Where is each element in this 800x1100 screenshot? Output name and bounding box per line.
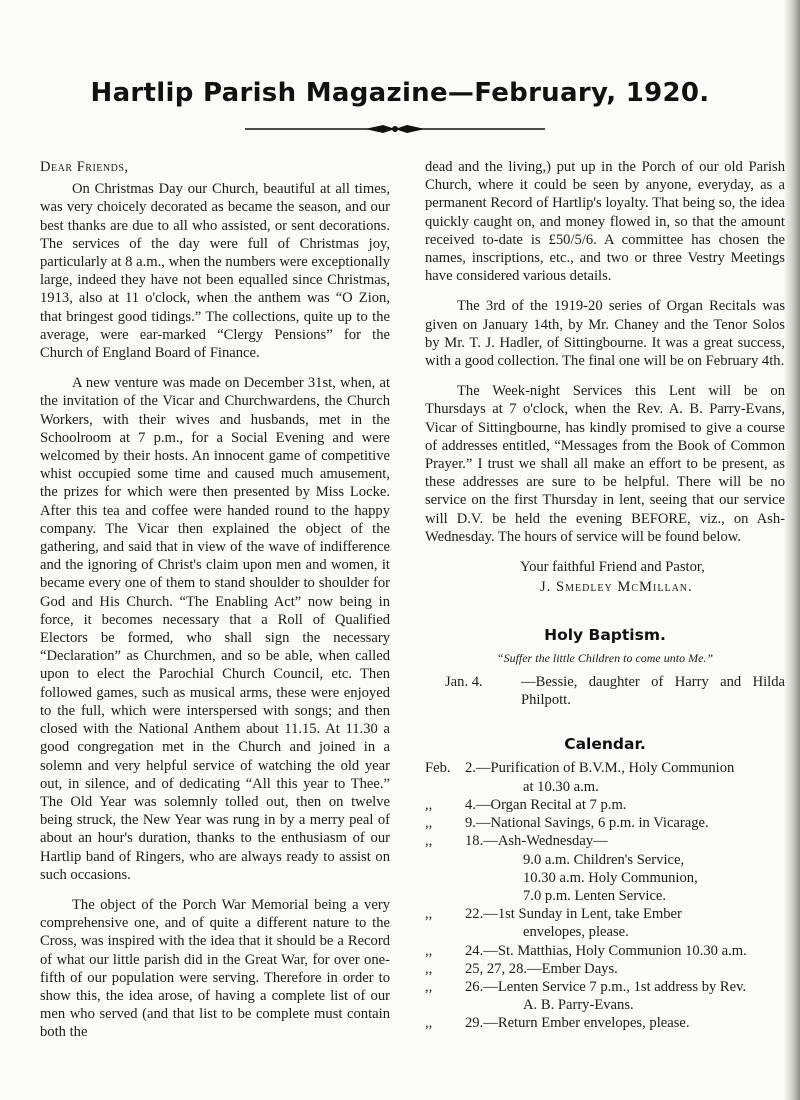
letter-salutation: Dear Friends, xyxy=(40,159,129,175)
letter-signature: J. Smedley McMillan. xyxy=(540,579,693,596)
calendar-item xyxy=(425,960,785,978)
calendar-item xyxy=(425,832,785,905)
calendar-month: ,, xyxy=(425,942,433,959)
baptism-entry xyxy=(425,673,785,709)
calendar-text: 22.—1st Sunday in Lent, take Ember xyxy=(465,906,682,923)
calendar-text: 2.—Purification of B.V.M., Holy Communion xyxy=(465,760,735,777)
letter-paragraph-porch-memorial: The object of the Porch War Memorial being a very comprehensive one, and of quite a different nature to the Cross, was inspired with the idea that it should be a Record of what our little parish did in the Great War, for over one-fifth of our population were serving. Therefore in order to show this, the idea arose, of having a complete list of our men who served (and that list to be complete must contain both the xyxy=(40,896,390,1041)
calendar-month: ,, xyxy=(425,906,433,923)
calendar-text: 18.—Ash-Wednesday— xyxy=(465,833,608,850)
calendar-item xyxy=(425,978,785,1014)
calendar-month: ,, xyxy=(425,1015,433,1032)
calendar-item xyxy=(425,759,785,795)
letter-paragraph-lent-services: The Week-night Services this Lent will be on Thursdays at 7 o'clock, when the Rev. A. B. Parry-Evans, Vicar of Sittingbourne, has kindly promised to give a course of addresses entitled, “Messages from the Book of Common Prayer.” I trust we shall all make an effort to be present, as these addresses are sure to be helpful. There will be no service on the first Thursday in lent, seeing that our service will D.V. be held the evening BEFORE, viz., on Ash-Wednesday. The hours of service will be found below. xyxy=(425,383,785,545)
letter-paragraph-porch-memorial-cont: dead and the living,) put up in the Porch of our old Parish Church, where it could be seen by anyone, everyday, as a permanent Record of Hartlip's loyalty. That being so, the idea quickly caught on, and money flowed in, so that the amount received to-date is £50/5/6. A committee has chosen the names, inscriptions, etc., and two or three Vestry Meetings have considered various details. xyxy=(425,159,785,285)
calendar-subitem: 9.0 a.m. Children's Service, xyxy=(523,851,685,868)
baptism-date: Jan. 4. xyxy=(445,673,483,690)
calendar-item xyxy=(425,814,785,832)
calendar-month: ,, xyxy=(425,833,433,850)
page-title: Hartlip Parish Magazine—February, 1920. xyxy=(90,78,710,108)
calendar-text: 29.—Return Ember envelopes, please. xyxy=(465,1015,690,1032)
calendar-heading: Calendar. xyxy=(564,735,646,754)
letter-paragraph-organ-recitals: The 3rd of the 1919-20 series of Organ Recitals was given on January 14th, by Mr. Chaney and the Tenor Solos by Mr. T. J. Hadler, of Sittingbourne. It was a great success, with a good collection. The final one will be on February 4th. xyxy=(425,298,785,370)
calendar-subitem: 10.30 a.m. Holy Communion, xyxy=(523,869,698,886)
calendar-item xyxy=(425,1014,785,1032)
calendar-text: 24.—St. Matthias, Holy Communion 10.30 a.m. xyxy=(465,942,747,959)
letter-paragraph-christmas: On Christmas Day our Church, beautiful at all times, was very choicely decorated as became the season, and our best thanks are due to all who assisted, or sent decorations. The services of the day were full of Christmas joy, particularly at 8 a.m., when the numbers were exceptionally large, indeed they have not been equalled since Christmas, 1913, also at 11 o'clock, when the anthem was “O Zion, that bringest good tidings.” The collections, quite up to the average, were ear-marked “Clergy Pensions” for the Church of England Board of Finance. xyxy=(40,181,390,362)
calendar-text: 26.—Lenten Service 7 p.m., 1st address by Rev. xyxy=(465,978,747,995)
calendar-subitem: 7.0 p.m. Lenten Service. xyxy=(523,887,667,904)
calendar-text-cont: A. B. Parry-Evans. xyxy=(523,997,634,1014)
letter-closing: Your faithful Friend and Pastor, xyxy=(520,559,705,576)
calendar-text: 4.—Organ Recital at 7 p.m. xyxy=(465,796,627,813)
calendar-item xyxy=(425,796,785,814)
calendar-text: 9.—National Savings, 6 p.m. in Vicarage. xyxy=(465,815,709,832)
calendar-month: Feb. xyxy=(425,760,451,777)
calendar-text-cont: envelopes, please. xyxy=(523,924,629,941)
calendar-item xyxy=(425,905,785,941)
letter-paragraph-social-evening: A new venture was made on December 31st, when, at the invitation of the Vicar and Churchwardens, the Church Workers, with their wives and husbands, met in the Schoolroom at 7 p.m., for a Social Evening and were welcomed by their hosts. An innocent game of competitive whist occupied some time and caused much amusement, the prizes for which were then presented by Miss Locke. After this tea and coffee were handed round to the happy company. The Vicar then explained the object of the gathering, and said that in view of the wave of indifference and the ignoring of Christ's claim upon men and women, it became every one of them to stand shoulder to shoulder for God and His Church. “The Enabling Act” now being in force, it becomes necessary that a Roll of Qualified Electors be formed, who shall sign the necessary “Declaration” as Churchmen, and so be able, when called upon to elect the Parochial Church Council, etc. Then followed games, such as musical arms, these were enjoyed to the full, which were interspersed with songs; and then closed with the National Anthem about 11.15. At 11.30 a good congregation met in the Church and joined in a solemn and very helpful service of watching the old year out, in silence, and of dedicating “All this year to Thee.” The Old Year was solemnly tolled out, then on twelve being struck, the New Year was rung in by a merry peal of about an hour's duration, thanks to the enthusiasm of our Hartlip band of Ringers, who are always ready to assist on such occasions. xyxy=(40,375,390,883)
calendar-month: ,, xyxy=(425,796,433,813)
baptism-text: —Bessie, daughter of Harry and Hilda Philpott. xyxy=(521,673,785,709)
page-edge-shadow xyxy=(784,0,800,1100)
ornamental-rule xyxy=(245,122,545,136)
calendar-text: 25, 27, 28.—Ember Days. xyxy=(465,960,618,977)
right-column xyxy=(425,158,785,1033)
left-column xyxy=(40,158,390,1054)
baptism-quote: “Suffer the little Children to come unto Me.” xyxy=(496,650,714,665)
calendar-month: ,, xyxy=(425,815,433,832)
baptism-heading: Holy Baptism. xyxy=(544,626,666,645)
calendar-list xyxy=(425,759,785,1032)
calendar-month: ,, xyxy=(425,960,433,977)
calendar-item xyxy=(425,942,785,960)
calendar-month: ,, xyxy=(425,978,433,995)
calendar-text-cont: at 10.30 a.m. xyxy=(523,778,599,795)
